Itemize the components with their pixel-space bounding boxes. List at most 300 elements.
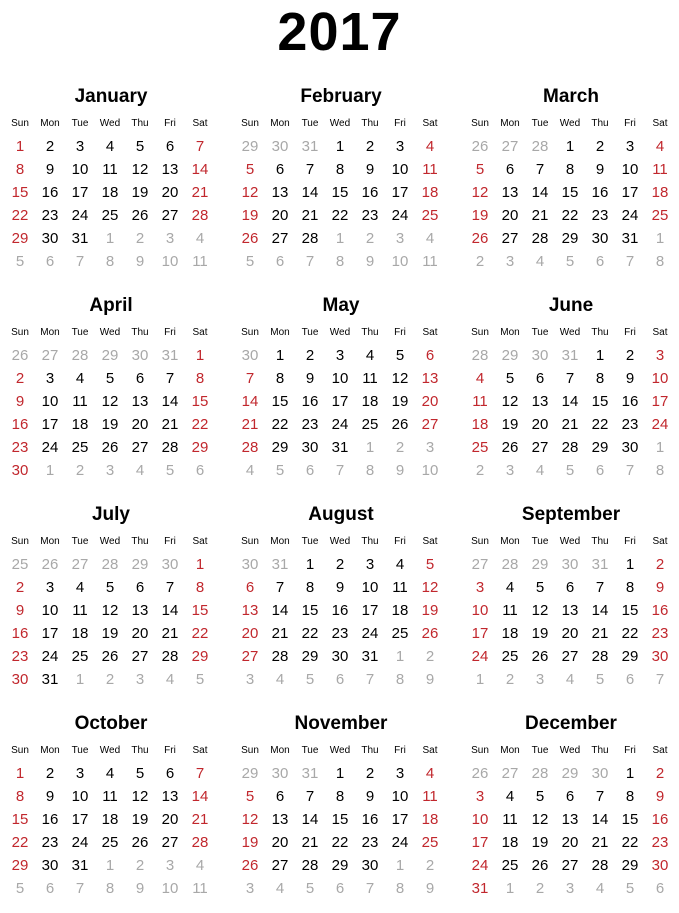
day-cell: 11 [102,161,118,178]
day-cell: 1 [595,347,605,364]
day-cell: 7 [195,138,205,155]
day-cell: 26 [421,625,439,642]
day-cell: 2 [45,765,55,782]
day-cell: 29 [271,439,289,456]
next-month-day: 6 [45,253,55,270]
next-month-day: 7 [365,671,375,688]
prev-month-day: 29 [501,347,519,364]
day-cell: 5 [135,765,145,782]
day-cell: 27 [501,230,519,247]
day-cell: 16 [651,602,669,619]
next-month-day: 3 [245,671,255,688]
day-cell: 18 [361,393,379,410]
day-cell: 12 [531,811,549,828]
next-month-day: 5 [565,253,575,270]
day-cell: 5 [245,161,255,178]
day-cell: 29 [191,648,209,665]
day-cell: 17 [71,811,89,828]
weekday-label: Sat [652,745,668,756]
weekday-label: Thu [361,745,379,756]
day-cell: 27 [531,439,549,456]
day-cell: 2 [365,765,375,782]
day-cell: 22 [11,207,29,224]
day-cell: 1 [195,347,205,364]
day-cell: 3 [365,556,375,573]
day-cell: 21 [191,184,209,201]
day-cell: 7 [565,370,575,387]
prev-month-day: 31 [161,347,179,364]
next-month-day: 6 [625,671,635,688]
day-cell: 14 [561,393,579,410]
weekday-header [465,535,677,549]
next-month-day: 7 [75,253,85,270]
weekday-label: Fri [394,118,406,129]
weekday-header [235,326,447,340]
weekday-label: Sun [11,536,29,547]
next-month-day: 5 [15,253,25,270]
day-cell: 8 [195,370,205,387]
next-month-day: 6 [595,253,605,270]
next-month-day: 3 [135,671,145,688]
weekday-label: Mon [500,118,520,129]
day-cell: 18 [421,184,439,201]
day-cell: 25 [501,648,519,665]
weekday-label: Wed [559,745,581,756]
day-cell: 29 [591,439,609,456]
day-cell: 2 [655,765,665,782]
weekday-label: Tue [531,118,549,129]
day-cell: 14 [161,393,179,410]
next-month-day: 6 [45,880,55,897]
weekday-label: Mon [40,745,60,756]
day-cell: 26 [101,439,119,456]
weekday-header [465,744,677,758]
weekday-label: Mon [500,327,520,338]
day-cell: 7 [275,579,285,596]
day-cell: 6 [135,370,145,387]
day-cell: 24 [471,857,489,874]
day-cell: 7 [165,370,175,387]
next-month-day: 5 [195,671,205,688]
next-month-day: 9 [425,880,435,897]
day-cell: 5 [135,138,145,155]
weekday-label: Sun [241,118,259,129]
weekday-label: Sat [192,536,208,547]
day-cell: 28 [191,207,209,224]
weekday-label: Fri [624,536,636,547]
day-cell: 11 [102,788,118,805]
day-cell: 12 [501,393,519,410]
day-cell: 2 [45,138,55,155]
day-cell: 29 [301,648,319,665]
weekday-label: Fri [164,745,176,756]
day-cell: 19 [531,625,549,642]
day-cell: 15 [591,393,609,410]
weekday-label: Sun [241,536,259,547]
day-cell: 28 [161,439,179,456]
next-month-day: 8 [105,880,115,897]
day-cell: 3 [45,579,55,596]
weekday-label: Wed [329,536,351,547]
prev-month-day: 25 [11,556,29,573]
month-title: April [89,295,133,316]
prev-month-day: 28 [531,765,549,782]
weekday-label: Sun [11,118,29,129]
prev-month-day: 30 [591,765,609,782]
day-cell: 11 [422,788,438,805]
day-cell: 17 [391,184,409,201]
next-month-day: 1 [655,439,665,456]
prev-month-day: 29 [101,347,119,364]
day-cell: 1 [625,765,635,782]
day-cell: 6 [565,579,575,596]
month-title: February [300,86,382,107]
weekday-label: Fri [394,745,406,756]
day-cell: 20 [131,625,149,642]
day-cell: 10 [331,370,349,387]
weekday-label: Tue [71,327,89,338]
day-cell: 28 [271,648,289,665]
day-cell: 16 [301,393,319,410]
next-month-day: 1 [75,671,85,688]
day-cell: 27 [561,648,579,665]
day-cell: 10 [651,370,669,387]
day-cell: 19 [421,602,439,619]
day-grid [465,553,677,691]
day-cell: 4 [425,765,435,782]
day-cell: 27 [241,648,259,665]
month-title: January [74,86,148,107]
day-cell: 14 [591,811,609,828]
day-cell: 1 [195,556,205,573]
day-cell: 19 [471,207,489,224]
day-cell: 13 [161,161,179,178]
weekday-label: Wed [559,118,581,129]
day-cell: 24 [331,416,349,433]
month-january [5,86,217,286]
prev-month-day: 31 [561,347,579,364]
next-month-day: 5 [165,462,175,479]
next-month-day: 5 [565,462,575,479]
day-cell: 4 [105,765,115,782]
next-month-day: 9 [135,253,145,270]
next-month-day: 2 [425,857,435,874]
prev-month-day: 30 [531,347,549,364]
month-title: August [308,504,374,525]
weekday-label: Tue [71,118,89,129]
weekday-label: Sun [471,536,489,547]
day-cell: 2 [655,556,665,573]
day-cell: 24 [391,207,409,224]
next-month-day: 1 [475,671,485,688]
prev-month-day: 29 [131,556,149,573]
day-cell: 29 [331,857,349,874]
day-cell: 13 [271,184,289,201]
prev-month-day: 26 [11,347,29,364]
day-cell: 15 [621,811,639,828]
day-cell: 23 [651,834,669,851]
month-title: October [74,713,148,734]
day-cell: 8 [335,788,345,805]
day-cell: 4 [505,579,515,596]
day-cell: 6 [165,765,175,782]
weekday-label: Fri [624,118,636,129]
weekday-header [465,326,677,340]
day-cell: 11 [392,579,408,596]
day-cell: 17 [471,625,489,642]
day-cell: 23 [41,207,59,224]
next-month-day: 3 [395,230,405,247]
day-cell: 26 [391,416,409,433]
day-cell: 23 [591,207,609,224]
weekday-label: Wed [99,118,121,129]
day-cell: 21 [241,416,259,433]
day-cell: 29 [191,439,209,456]
prev-month-day: 29 [241,138,259,155]
day-cell: 21 [161,416,179,433]
weekday-header [5,535,217,549]
prev-month-day: 26 [471,765,489,782]
day-cell: 12 [101,393,119,410]
next-month-day: 8 [655,462,665,479]
next-month-day: 9 [365,253,375,270]
day-cell: 13 [561,602,579,619]
next-month-day: 4 [535,462,545,479]
day-cell: 13 [241,602,259,619]
day-cell: 11 [652,161,668,178]
weekday-label: Thu [591,118,609,129]
next-month-day: 4 [195,230,205,247]
weekday-label: Tue [301,745,319,756]
month-title: July [91,504,131,525]
day-cell: 9 [305,370,315,387]
day-cell: 4 [365,347,375,364]
day-cell: 1 [565,138,575,155]
day-cell: 9 [625,370,635,387]
day-cell: 27 [421,416,439,433]
day-cell: 9 [655,579,665,596]
day-cell: 15 [11,184,29,201]
next-month-day: 1 [105,230,115,247]
prev-month-day: 30 [271,765,289,782]
next-month-day: 9 [395,462,405,479]
day-cell: 10 [391,161,409,178]
day-cell: 16 [11,416,29,433]
month-june [465,295,677,495]
day-cell: 7 [245,370,255,387]
day-cell: 3 [395,138,405,155]
day-cell: 21 [531,207,549,224]
weekday-label: Fri [624,745,636,756]
day-cell: 8 [15,161,25,178]
day-grid [465,135,677,273]
day-cell: 12 [391,370,409,387]
day-cell: 20 [421,393,439,410]
day-cell: 10 [621,161,639,178]
day-cell: 3 [75,765,85,782]
day-grid [5,135,217,273]
prev-month-day: 31 [591,556,609,573]
day-cell: 9 [595,161,605,178]
day-cell: 27 [161,207,179,224]
weekday-header [235,535,447,549]
prev-month-day: 28 [501,556,519,573]
day-cell: 31 [41,671,59,688]
day-cell: 3 [475,579,485,596]
day-grid [235,553,447,691]
weekday-label: Sat [192,327,208,338]
day-cell: 4 [505,788,515,805]
weekday-label: Fri [164,327,176,338]
weekday-label: Tue [301,327,319,338]
day-cell: 23 [11,439,29,456]
prev-month-day: 29 [561,765,579,782]
day-cell: 15 [191,602,209,619]
day-cell: 22 [11,834,29,851]
day-grid [235,344,447,482]
weekday-header [235,744,447,758]
day-grid [235,762,447,900]
weekday-label: Sun [241,745,259,756]
weekday-label: Thu [131,327,149,338]
day-cell: 28 [301,857,319,874]
day-cell: 15 [331,811,349,828]
weekday-label: Fri [394,536,406,547]
weekday-label: Mon [500,536,520,547]
day-cell: 19 [131,811,149,828]
day-cell: 22 [191,416,209,433]
weekday-label: Mon [270,536,290,547]
day-cell: 15 [191,393,209,410]
day-cell: 2 [625,347,635,364]
day-cell: 18 [501,834,519,851]
day-cell: 24 [41,439,59,456]
day-cell: 3 [655,347,665,364]
weekday-label: Sun [471,327,489,338]
day-cell: 26 [531,648,549,665]
day-cell: 8 [625,579,635,596]
day-cell: 15 [621,602,639,619]
next-month-day: 7 [625,462,635,479]
day-cell: 7 [305,161,315,178]
day-cell: 20 [271,207,289,224]
day-cell: 2 [335,556,345,573]
day-cell: 28 [591,857,609,874]
prev-month-day: 28 [531,138,549,155]
prev-month-day: 28 [471,347,489,364]
next-month-day: 4 [275,671,285,688]
day-cell: 15 [271,393,289,410]
day-cell: 24 [41,648,59,665]
day-cell: 20 [531,416,549,433]
day-cell: 2 [305,347,315,364]
day-cell: 29 [11,230,29,247]
day-cell: 24 [651,416,669,433]
day-cell: 5 [475,161,485,178]
day-cell: 30 [11,462,29,479]
day-cell: 24 [361,625,379,642]
weekday-label: Mon [40,536,60,547]
day-cell: 11 [362,370,378,387]
prev-month-day: 27 [471,556,489,573]
day-cell: 20 [241,625,259,642]
day-cell: 6 [535,370,545,387]
next-month-day: 8 [395,671,405,688]
day-cell: 27 [131,439,149,456]
next-month-day: 1 [655,230,665,247]
day-cell: 4 [475,370,485,387]
prev-month-day: 29 [241,765,259,782]
day-cell: 17 [331,393,349,410]
weekday-label: Tue [531,536,549,547]
day-cell: 7 [535,161,545,178]
day-cell: 6 [275,161,285,178]
month-august [235,504,447,704]
weekday-label: Tue [531,327,549,338]
day-cell: 30 [301,439,319,456]
next-month-day: 4 [275,880,285,897]
day-cell: 5 [245,788,255,805]
next-month-day: 8 [655,253,665,270]
prev-month-day: 31 [271,556,289,573]
prev-month-day: 28 [101,556,119,573]
day-cell: 17 [71,184,89,201]
day-cell: 30 [11,671,29,688]
month-april [5,295,217,495]
weekday-label: Wed [329,118,351,129]
prev-month-day: 26 [41,556,59,573]
weekday-header [5,117,217,131]
day-cell: 21 [301,834,319,851]
day-cell: 26 [101,648,119,665]
day-cell: 9 [15,393,25,410]
day-cell: 31 [71,857,89,874]
day-cell: 16 [11,625,29,642]
next-month-day: 11 [192,253,208,270]
next-month-day: 6 [335,671,345,688]
next-month-day: 3 [245,880,255,897]
day-cell: 12 [241,811,259,828]
next-month-day: 2 [475,462,485,479]
weekday-label: Sat [422,118,438,129]
weekday-label: Wed [329,745,351,756]
day-cell: 21 [161,625,179,642]
day-cell: 11 [502,811,518,828]
next-month-day: 10 [421,462,439,479]
day-cell: 8 [275,370,285,387]
day-cell: 18 [651,184,669,201]
weekday-label: Tue [71,745,89,756]
day-cell: 28 [561,439,579,456]
day-cell: 11 [422,161,438,178]
weekday-header [5,744,217,758]
day-cell: 28 [591,648,609,665]
next-month-day: 1 [365,439,375,456]
next-month-day: 8 [395,880,405,897]
weekday-label: Sun [471,118,489,129]
next-month-day: 7 [75,880,85,897]
day-grid [5,553,217,691]
day-cell: 21 [561,416,579,433]
day-cell: 19 [501,416,519,433]
day-cell: 5 [535,788,545,805]
day-cell: 3 [335,347,345,364]
day-cell: 2 [15,579,25,596]
day-cell: 14 [191,161,209,178]
next-month-day: 1 [395,857,405,874]
day-cell: 23 [41,834,59,851]
day-cell: 5 [535,579,545,596]
